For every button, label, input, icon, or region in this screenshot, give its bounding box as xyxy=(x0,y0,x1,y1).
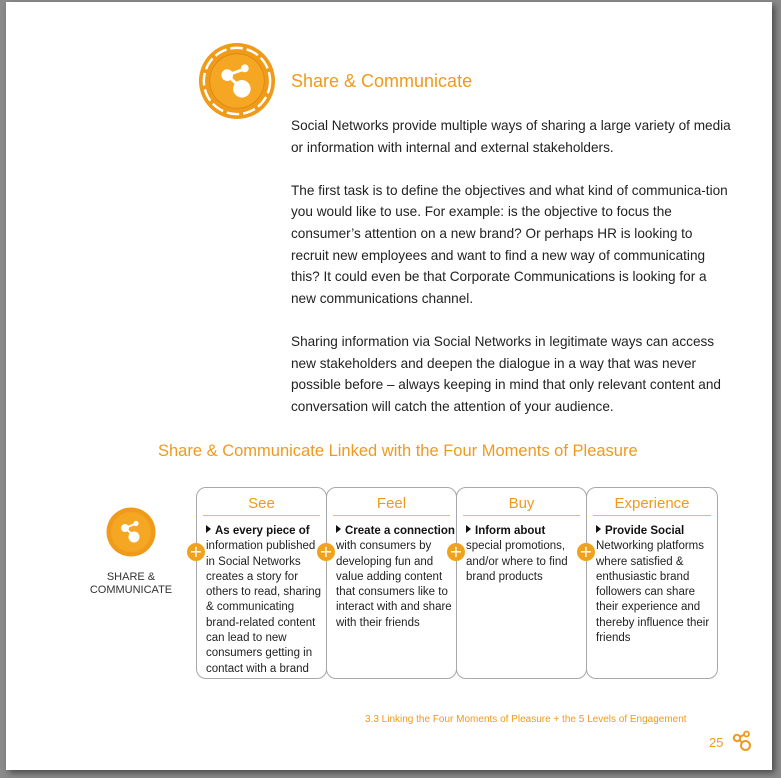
share-network-icon xyxy=(731,730,753,752)
moment-card-see xyxy=(196,487,327,679)
plus-icon: + xyxy=(317,543,335,561)
document-page xyxy=(6,2,772,770)
share-network-icon xyxy=(106,507,156,557)
footer-section-reference: 3.3 Linking the Four Moments of Pleasure + the 5 Levels of Engagement xyxy=(365,714,687,725)
card-text: special promotions, and/or where to find brand products xyxy=(466,540,568,583)
card-title: Experience xyxy=(593,495,711,516)
side-label-line: COMMUNICATE xyxy=(89,583,173,596)
side-label-line: SHARE & xyxy=(106,571,156,583)
card-lead: As every piece of xyxy=(215,525,310,537)
card-title: See xyxy=(203,495,320,516)
side-label xyxy=(76,571,186,596)
plus-icon: + xyxy=(447,543,465,561)
page-title: Share & Communicate xyxy=(291,71,473,91)
moment-card-buy xyxy=(456,487,587,679)
card-lead: Inform about xyxy=(475,525,546,537)
card-body xyxy=(206,524,326,677)
card-body xyxy=(596,524,717,646)
bullet-triangle-icon xyxy=(336,525,341,533)
bullet-triangle-icon xyxy=(206,525,211,533)
card-title: Buy xyxy=(463,495,580,516)
card-title: Feel xyxy=(333,495,450,516)
card-text: with consumers by developing fun and value adding content that consumers like to interact with and share with their friends xyxy=(336,540,452,629)
card-lead: Create a connection xyxy=(345,525,455,537)
moment-card-feel xyxy=(326,487,457,679)
section-heading: Share & Communicate Linked with the Four Moments of Pleasure xyxy=(158,442,638,460)
paragraph: Sharing information via Social Networks in legitimate ways can access new stakeholders and deepen the dialogue in a way that was never possible before – always keeping in mind that only relevant content and conversation will catch the attention of your audience. xyxy=(291,333,721,414)
page-number: 25 xyxy=(709,735,724,750)
card-text: information published in Social Networks creates a story for others to read, sharing & communicating brand-related content can lead to new consumers getting in contact with a brand xyxy=(206,540,322,675)
moment-card-experience xyxy=(586,487,718,679)
bullet-triangle-icon xyxy=(596,525,601,533)
card-body xyxy=(336,524,456,631)
share-network-icon xyxy=(198,42,276,120)
paragraph: Social Networks provide multiple ways of sharing a large variety of media or information with internal and external stakeholders. xyxy=(291,118,731,155)
plus-icon: + xyxy=(577,543,595,561)
paragraph: The first task is to define the objectives and what kind of communica-tion you would like to use. For example: is the objective to focus the consumer’s attention on a new brand? Or perhaps HR is looking to recruit new employees and want to find a new way of communicating this? It could even be that Corporate Communications is looking for a new communications channel. xyxy=(291,182,728,306)
plus-icon: + xyxy=(187,543,205,561)
card-text: Networking platforms where satisfied & enthusiastic brand followers can share their experience and thereby influence their friends xyxy=(596,540,710,645)
card-lead: Provide Social xyxy=(605,525,685,537)
body-text xyxy=(291,115,731,439)
bullet-triangle-icon xyxy=(466,525,471,533)
card-body xyxy=(466,524,586,585)
